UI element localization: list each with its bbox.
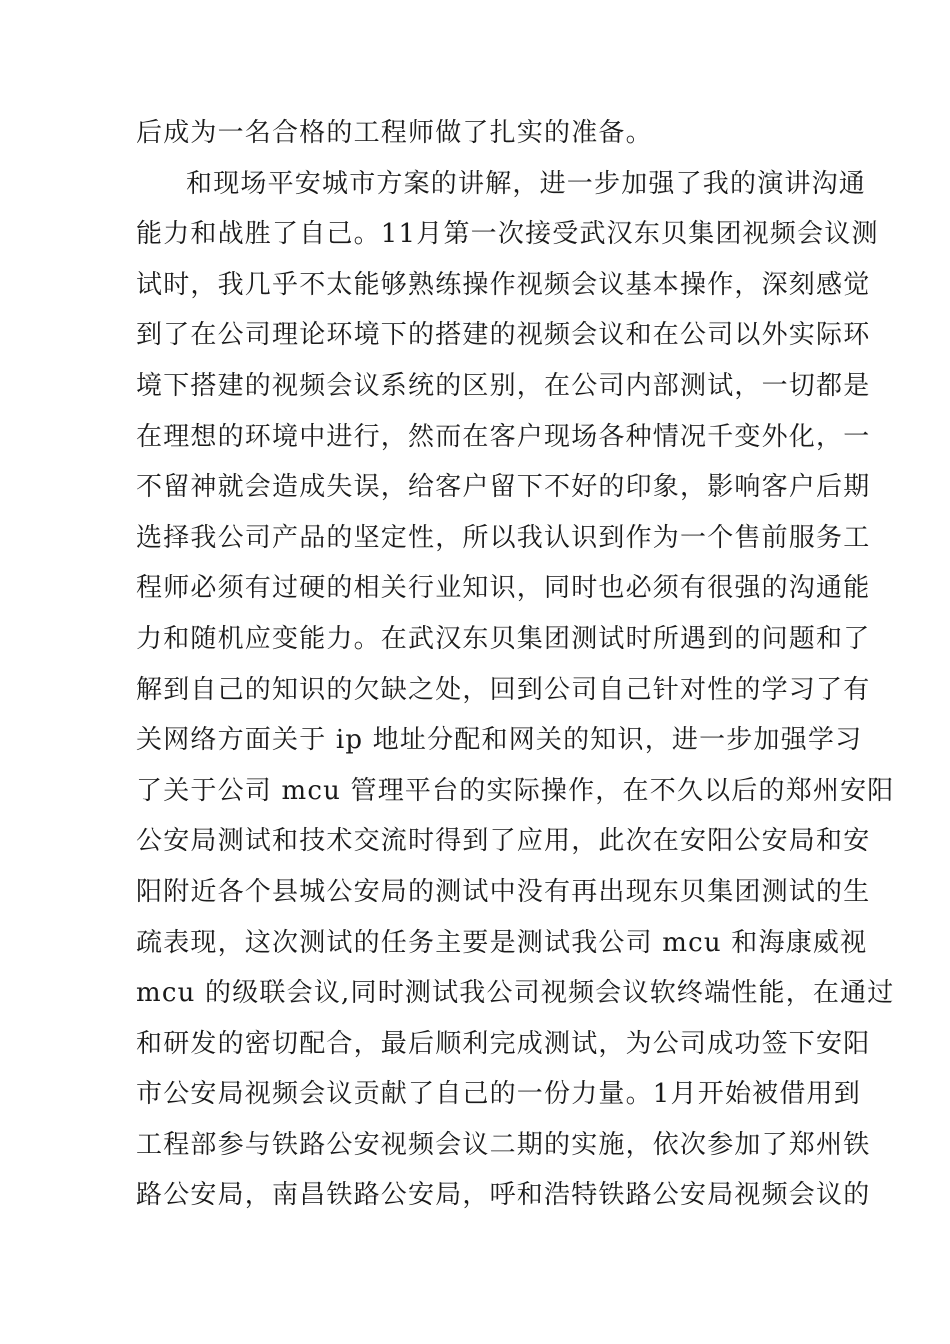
text-line: 力和随机应变能力。在武汉东贝集团测试时所遇到的问题和了 [136, 623, 871, 654]
text-line: 后成为一名合格的工程师做了扎实的准备。 [136, 118, 653, 148]
text-line: 了关于公司 mcu 管理平台的实际操作，在不久以后的郑州安阳 [136, 775, 895, 806]
text-line: 疏表现，这次测试的任务主要是测试我公司 mcu 和海康威视 [136, 927, 868, 958]
text-line: mcu 的级联会议,同时测试我公司视频会议软终端性能，在通过 [136, 978, 895, 1009]
text-line: 境下搭建的视频会议系统的区别，在公司内部测试，一切都是 [136, 370, 871, 401]
text-line: 程师必须有过硬的相关行业知识，同时也必须有很强的沟通能 [136, 573, 871, 604]
text-line: 解到自己的知识的欠缺之处，回到公司自己针对性的学习了有 [136, 674, 871, 705]
text-line: 阳附近各个县城公安局的测试中没有再出现东贝集团测试的生 [136, 876, 871, 907]
text-line: 工程部参与铁路公安视频会议二期的实施，依次参加了郑州铁 [136, 1129, 871, 1160]
text-line: 市公安局视频会议贡献了自己的一份力量。1月开始被借用到 [136, 1079, 861, 1110]
body-text [136, 108, 895, 1221]
text-line: 关网络方面关于 ip 地址分配和网关的知识，进一步加强学习 [136, 725, 863, 756]
text-line: 到了在公司理论环境下的搭建的视频会议和在公司以外实际环 [136, 320, 871, 351]
text-line: 不留神就会造成失误，给客户留下不好的印象，影响客户后期 [136, 472, 871, 503]
text-line: 和现场平安城市方案的讲解，进一步加强了我的演讲沟通 [186, 168, 867, 199]
text-line: 公安局测试和技术交流时得到了应用，此次在安阳公安局和安 [136, 826, 871, 857]
text-line: 试时，我几乎不太能够熟练操作视频会议基本操作，深刻感觉 [136, 269, 871, 300]
text-line: 选择我公司产品的坚定性，所以我认识到作为一个售前服务工 [136, 522, 871, 553]
text-line: 路公安局，南昌铁路公安局，呼和浩特铁路公安局视频会议的 [136, 1180, 871, 1211]
text-line: 在理想的环境中进行，然而在客户现场各种情况千变外化，一 [136, 421, 871, 452]
text-line: 和研发的密切配合，最后顺利完成测试，为公司成功签下安阳 [136, 1028, 871, 1059]
text-line: 能力和战胜了自己。11月第一次接受武汉东贝集团视频会议测 [136, 219, 879, 250]
